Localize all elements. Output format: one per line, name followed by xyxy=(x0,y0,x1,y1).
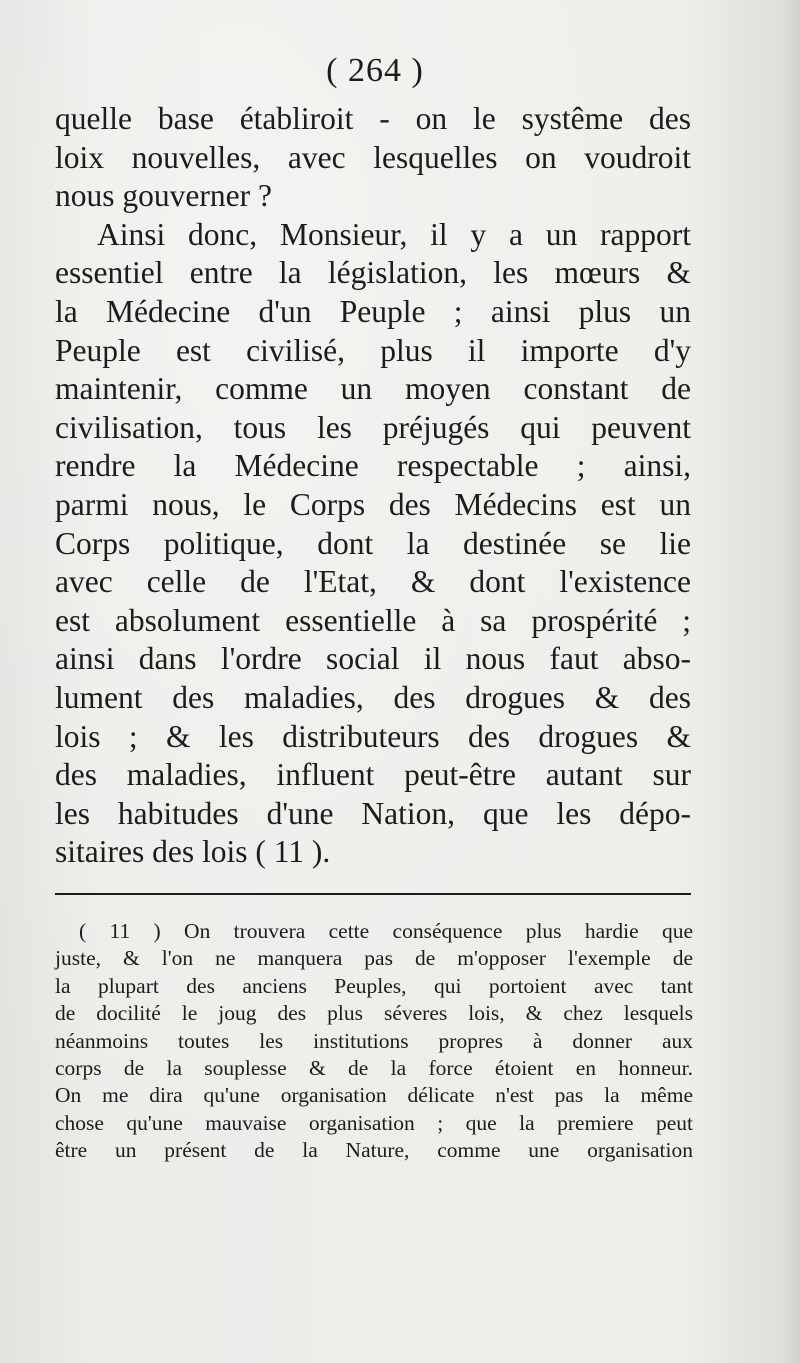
text-line: quelle base établiroit - on le systême des xyxy=(55,101,691,136)
footnote-divider xyxy=(55,893,691,895)
footnote-line: chose qu'une mauvaise organisation ; que la premiere peut xyxy=(55,1110,693,1135)
text-line: loix nouvelles, avec lesquelles on voudroit xyxy=(55,139,691,175)
footnote xyxy=(55,918,693,1165)
text-line: lois ; & les distributeurs des drogues & xyxy=(55,718,691,754)
text-line: civilisation, tous les préjugés qui peuvent xyxy=(55,409,691,445)
text-line: avec celle de l'Etat, & dont l'existence xyxy=(55,564,691,600)
text-line: ainsi dans l'ordre social il nous faut abso- xyxy=(55,641,691,677)
footnote-line: la plupart des anciens Peuples, qui portoient avec tant xyxy=(55,973,693,998)
text-line: Peuple est civilisé, plus il importe d'y xyxy=(55,332,691,368)
page-number: ( 264 ) xyxy=(326,52,424,89)
text-line: est absolument essentielle à sa prospérité ; xyxy=(55,602,691,638)
page-edge-shadow xyxy=(782,0,800,1363)
footnote-line: être un présent de la Nature, comme une organisation xyxy=(55,1138,693,1163)
footnote-line: ( 11 ) On trouvera cette conséquence plus hardie que xyxy=(79,919,693,943)
text-line: parmi nous, le Corps des Médecins est un xyxy=(55,486,691,522)
text-line: lument des maladies, des drogues & des xyxy=(55,679,691,715)
footnote-line: de docilité le joug des plus séveres lois, & chez lesquels xyxy=(55,1001,693,1026)
text-line: maintenir, comme un moyen constant de xyxy=(55,371,691,407)
text-line: nous gouverner ? xyxy=(55,178,272,214)
main-text xyxy=(55,100,691,872)
text-line: sitaires des lois ( 11 ). xyxy=(55,834,331,870)
text-line: les habitudes d'une Nation, que les dépo- xyxy=(55,795,691,831)
footnote-line: néanmoins toutes les institutions propres à donner aux xyxy=(55,1028,693,1053)
text-line: Corps politique, dont la destinée se lie xyxy=(55,525,691,561)
text-line: essentiel entre la législation, les mœurs & xyxy=(55,255,691,291)
footnote-line: juste, & l'on ne manquera pas de m'opposer l'exemple de xyxy=(55,946,693,971)
footnote-line: corps de la souplesse & de la force étoient en honneur. xyxy=(55,1056,693,1081)
text-line: Ainsi donc, Monsieur, il y a un rapport xyxy=(97,216,691,252)
text-line: rendre la Médecine respectable ; ainsi, xyxy=(55,448,691,484)
footnote-line: On me dira qu'une organisation délicate n'est pas la même xyxy=(55,1083,693,1108)
text-line: la Médecine d'un Peuple ; ainsi plus un xyxy=(55,293,691,329)
text-line: des maladies, influent peut-être autant sur xyxy=(55,757,691,793)
